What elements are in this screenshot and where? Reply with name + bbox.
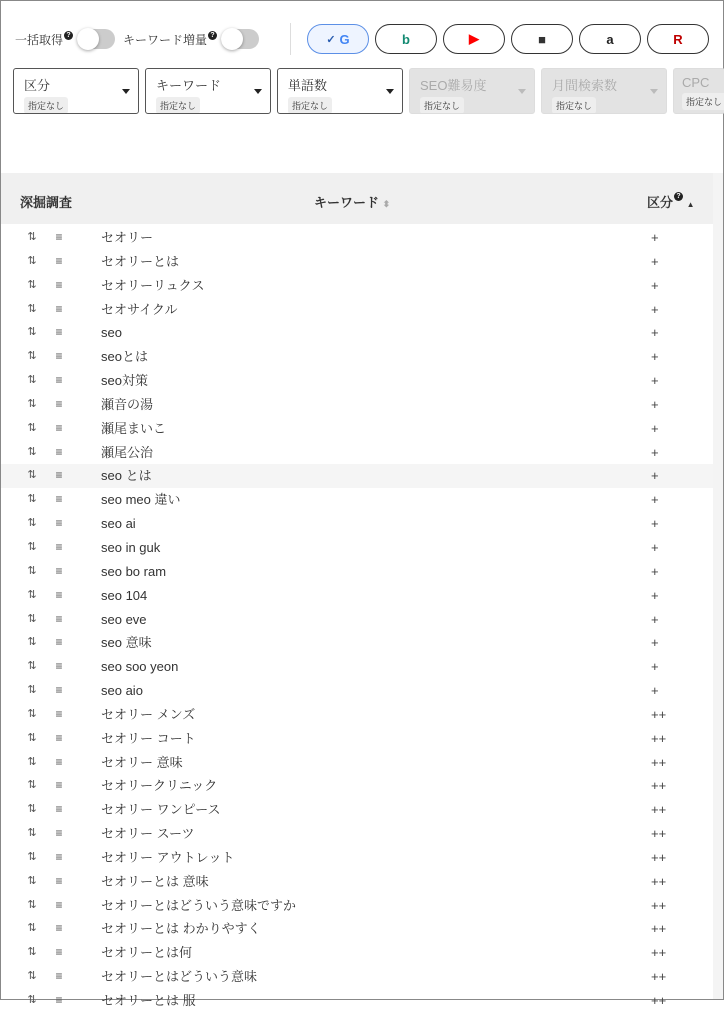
table-row — [1, 417, 713, 441]
menu-icon[interactable]: ≡ — [55, 444, 63, 459]
filter-title: 区分 — [24, 78, 51, 93]
category-cell: + — [651, 563, 659, 579]
menu-icon[interactable]: ≡ — [55, 420, 63, 435]
menu-icon[interactable]: ≡ — [55, 492, 63, 507]
bing-icon: b — [402, 31, 410, 47]
category-cell: + — [651, 659, 659, 675]
amazon-icon: a — [606, 31, 614, 47]
column-category[interactable]: 区分 ? ▲ — [647, 193, 695, 210]
filter-title: 月間検索数 — [552, 78, 618, 93]
category-cell: + — [651, 396, 659, 412]
dig-icon[interactable]: ⇅ — [27, 469, 37, 482]
category-cell: ++ — [651, 730, 667, 746]
keyword-cell: seo aio — [101, 683, 143, 699]
help-icon[interactable]: ? — [64, 31, 73, 40]
table-row — [1, 393, 713, 417]
keyword-cell: seo 意味 — [101, 635, 152, 651]
engine-selector — [307, 24, 719, 54]
keyword-cell: seo 104 — [101, 587, 148, 603]
category-cell: ++ — [651, 945, 667, 961]
dig-icon[interactable]: ⇅ — [27, 707, 37, 720]
category-cell: ++ — [651, 873, 667, 889]
keyword-cell: セオリー アウトレット — [101, 849, 235, 865]
dig-icon[interactable]: ⇅ — [27, 946, 37, 959]
table-row — [1, 679, 713, 703]
menu-icon[interactable]: ≡ — [55, 921, 63, 936]
table-row — [1, 345, 713, 369]
dig-icon[interactable]: ⇅ — [27, 302, 37, 315]
dig-icon[interactable]: ⇅ — [27, 397, 37, 410]
table-row — [1, 250, 713, 274]
category-cell: ++ — [651, 993, 667, 1008]
category-cell: ++ — [651, 778, 667, 794]
column-dig: 深掘調査 — [20, 195, 73, 210]
menu-icon[interactable]: ≡ — [55, 253, 63, 268]
keyword-table — [1, 226, 713, 1013]
category-cell: + — [651, 492, 659, 508]
menu-icon[interactable]: ≡ — [55, 539, 63, 554]
keyword-cell: seo — [101, 325, 122, 341]
filter-title: SEO難易度 — [420, 78, 487, 93]
filter-select[interactable] — [13, 68, 139, 114]
category-cell: + — [651, 349, 659, 365]
dig-icon[interactable]: ⇅ — [27, 850, 37, 863]
filter-value: 指定なし — [420, 97, 464, 114]
keyword-cell: セオサイクル — [101, 301, 178, 317]
category-cell: + — [651, 611, 659, 627]
menu-icon[interactable]: ≡ — [55, 635, 63, 650]
dropdown-arrow-icon — [254, 89, 262, 94]
table-row — [1, 655, 713, 679]
category-cell: + — [651, 253, 659, 269]
rakuten-icon: R — [673, 31, 683, 47]
dig-icon[interactable]: ⇅ — [27, 898, 37, 911]
filter-select[interactable] — [673, 68, 724, 114]
dig-icon[interactable]: ⇅ — [27, 493, 37, 506]
help-icon[interactable]: ? — [208, 31, 217, 40]
dig-icon[interactable]: ⇅ — [27, 731, 37, 744]
filter-select[interactable] — [145, 68, 271, 114]
keyword-cell: seo ai — [101, 516, 136, 532]
menu-icon[interactable]: ≡ — [55, 611, 63, 626]
keyword-cell: セオリーとは わかりやすく — [101, 921, 261, 937]
menu-icon[interactable]: ≡ — [55, 587, 63, 602]
keyword-cell: セオリーリュクス — [101, 277, 205, 293]
menu-icon[interactable]: ≡ — [55, 325, 63, 340]
keyword-cell: セオリー ワンピース — [101, 802, 221, 818]
keyword-cell: seo とは — [101, 468, 152, 484]
youtube-icon: ▶ — [469, 31, 479, 46]
keyword-cell: セオリーとは何 — [101, 945, 193, 961]
keyword-cell: seo meo 違い — [101, 492, 181, 508]
toolbar — [15, 23, 305, 55]
category-cell: + — [651, 230, 659, 245]
filter-title: 単語数 — [288, 78, 328, 93]
category-cell: + — [651, 277, 659, 293]
category-cell: ++ — [651, 921, 667, 937]
filter-value: 指定なし — [552, 97, 596, 114]
keyword-cell: セオリーとはどういう意味 — [101, 969, 258, 985]
table-header — [1, 173, 713, 224]
filter-value: 指定なし — [24, 97, 68, 114]
keyword-cell: セオリー メンズ — [101, 706, 196, 722]
menu-icon[interactable]: ≡ — [55, 754, 63, 769]
keyword-cell: セオリー コート — [101, 730, 196, 746]
dig-icon[interactable]: ⇅ — [27, 970, 37, 983]
table-row — [1, 274, 713, 298]
filter-select[interactable] — [541, 68, 667, 114]
keyword-cell: セオリーとは — [101, 253, 180, 269]
category-cell: + — [651, 587, 659, 603]
dig-icon[interactable]: ⇅ — [27, 588, 37, 601]
dig-icon[interactable]: ⇅ — [27, 350, 37, 363]
table-row — [1, 298, 713, 322]
table-row — [1, 846, 713, 870]
table-row — [1, 751, 713, 775]
filter-value: 指定なし — [682, 93, 724, 110]
keyword-cell: seo eve — [101, 611, 147, 627]
category-cell: ++ — [651, 706, 667, 722]
table-row — [1, 798, 713, 822]
engine-video-button[interactable] — [511, 24, 573, 54]
engine-rakuten-button[interactable] — [647, 24, 709, 54]
table-row — [1, 488, 713, 512]
category-cell: ++ — [651, 826, 667, 842]
dig-icon[interactable]: ⇅ — [27, 636, 37, 649]
scrollbar[interactable] — [713, 173, 723, 999]
dropdown-arrow-icon — [518, 89, 526, 94]
menu-icon[interactable]: ≡ — [55, 945, 63, 960]
engine-amazon-button[interactable] — [579, 24, 641, 54]
table-row — [1, 536, 713, 560]
filter-title: CPC — [682, 75, 710, 90]
divider — [290, 23, 291, 55]
keyword-cell: 瀬音の湯 — [101, 396, 154, 412]
menu-icon[interactable]: ≡ — [55, 396, 63, 411]
dig-icon[interactable]: ⇅ — [27, 445, 37, 458]
keyword-expand-toggle[interactable] — [221, 29, 259, 49]
dig-icon[interactable]: ⇅ — [27, 254, 37, 267]
menu-icon[interactable]: ≡ — [55, 683, 63, 698]
table-row — [1, 989, 713, 1013]
table-row — [1, 822, 713, 846]
google-icon: G — [339, 31, 350, 47]
menu-icon[interactable]: ≡ — [55, 826, 63, 841]
keyword-cell: セオリーとは 服 — [101, 993, 196, 1008]
menu-icon[interactable]: ≡ — [55, 730, 63, 745]
table-row — [1, 369, 713, 393]
table-row — [1, 441, 713, 465]
table-row — [1, 965, 713, 989]
menu-icon[interactable]: ≡ — [55, 849, 63, 864]
keyword-cell: seo in guk — [101, 539, 161, 555]
dig-icon[interactable]: ⇅ — [27, 779, 37, 792]
category-cell: ++ — [651, 897, 667, 913]
keyword-expand-label: キーワード増量 ? — [123, 31, 217, 48]
category-cell: + — [651, 539, 659, 555]
dig-icon[interactable]: ⇅ — [27, 874, 37, 887]
dropdown-arrow-icon — [122, 89, 130, 94]
table-row — [1, 727, 713, 751]
column-keyword[interactable]: キーワード ⬍ — [314, 195, 391, 210]
category-cell: ++ — [651, 849, 667, 865]
category-cell: + — [651, 683, 659, 699]
category-cell: + — [651, 301, 659, 317]
dig-icon[interactable]: ⇅ — [27, 803, 37, 816]
keyword-cell: セオリー 意味 — [101, 754, 183, 770]
category-cell: ++ — [651, 802, 667, 818]
menu-icon[interactable]: ≡ — [55, 993, 63, 1007]
video-icon: ■ — [538, 31, 546, 47]
table-row — [1, 584, 713, 608]
dig-icon[interactable]: ⇅ — [27, 827, 37, 840]
table-row — [1, 464, 713, 488]
keyword-cell: seoとは — [101, 349, 148, 365]
engine-youtube-button[interactable] — [443, 24, 505, 54]
category-cell: ++ — [651, 754, 667, 770]
dig-icon[interactable]: ⇅ — [27, 421, 37, 434]
keyword-cell: セオリークリニック — [101, 778, 218, 794]
category-cell: + — [651, 325, 659, 341]
menu-icon[interactable]: ≡ — [55, 349, 63, 364]
sort-icon[interactable]: ⬍ — [382, 199, 391, 209]
keyword-cell: セオリーとは 意味 — [101, 873, 209, 889]
keyword-cell: セオリー — [101, 230, 154, 245]
menu-icon[interactable]: ≡ — [55, 468, 63, 483]
keyword-cell: seo bo ram — [101, 563, 167, 579]
table-row — [1, 226, 713, 250]
table-row — [1, 917, 713, 941]
help-icon[interactable]: ? — [674, 192, 683, 201]
dig-icon[interactable]: ⇅ — [27, 660, 37, 673]
menu-icon[interactable]: ≡ — [55, 706, 63, 721]
category-cell: + — [651, 516, 659, 532]
engine-bing-button[interactable] — [375, 24, 437, 54]
table-row — [1, 703, 713, 727]
menu-icon[interactable]: ≡ — [55, 969, 63, 984]
filter-title: キーワード — [156, 78, 222, 93]
bulk-fetch-toggle[interactable] — [77, 29, 115, 49]
keyword-cell: セオリー スーツ — [101, 826, 195, 842]
keyword-cell: セオリーとはどういう意味ですか — [101, 897, 297, 913]
dig-icon[interactable]: ⇅ — [27, 540, 37, 553]
dig-icon[interactable]: ⇅ — [27, 517, 37, 530]
menu-icon[interactable]: ≡ — [55, 230, 63, 244]
menu-icon[interactable]: ≡ — [55, 563, 63, 578]
dropdown-arrow-icon — [650, 89, 658, 94]
dig-icon[interactable]: ⇅ — [27, 922, 37, 935]
table-row — [1, 941, 713, 965]
category-cell: + — [651, 468, 659, 484]
dig-icon[interactable]: ⇅ — [27, 326, 37, 339]
sort-asc-icon[interactable]: ▲ — [686, 200, 695, 209]
filter-select[interactable] — [409, 68, 535, 114]
dig-icon[interactable]: ⇅ — [27, 564, 37, 577]
category-cell: + — [651, 635, 659, 651]
category-cell: + — [651, 444, 659, 460]
dig-icon[interactable]: ⇅ — [27, 278, 37, 291]
keyword-cell: seo soo yeon — [101, 659, 179, 675]
filter-value: 指定なし — [156, 97, 200, 114]
dig-icon[interactable]: ⇅ — [27, 755, 37, 768]
dig-icon[interactable]: ⇅ — [27, 994, 37, 1006]
category-cell: ++ — [651, 969, 667, 985]
table-row — [1, 321, 713, 345]
table-row — [1, 512, 713, 536]
menu-icon[interactable]: ≡ — [55, 802, 63, 817]
dig-icon[interactable]: ⇅ — [27, 374, 37, 387]
table-row — [1, 894, 713, 918]
category-cell: + — [651, 420, 659, 436]
filter-select[interactable] — [277, 68, 403, 114]
engine-google-button[interactable] — [307, 24, 369, 54]
filter-value: 指定なし — [288, 97, 332, 114]
keyword-cell: 瀬尾まいこ — [101, 420, 167, 436]
table-row — [1, 560, 713, 584]
menu-icon[interactable]: ≡ — [55, 301, 63, 316]
table-row — [1, 870, 713, 894]
dropdown-arrow-icon — [386, 89, 394, 94]
table-row — [1, 631, 713, 655]
table-row — [1, 774, 713, 798]
keyword-cell: 瀬尾公治 — [101, 444, 154, 460]
bulk-fetch-label: 一括取得 ? — [15, 31, 73, 48]
menu-icon[interactable]: ≡ — [55, 277, 63, 292]
menu-icon[interactable]: ≡ — [55, 778, 63, 793]
menu-icon[interactable]: ≡ — [55, 373, 63, 388]
filter-bar — [13, 68, 721, 114]
keyword-cell: seo対策 — [101, 373, 148, 389]
menu-icon[interactable]: ≡ — [55, 516, 63, 531]
table-row — [1, 608, 713, 632]
dig-icon[interactable]: ⇅ — [27, 612, 37, 625]
menu-icon[interactable]: ≡ — [55, 659, 63, 674]
menu-icon[interactable]: ≡ — [55, 897, 63, 912]
dig-icon[interactable]: ⇅ — [27, 231, 37, 243]
check-icon: ✓ — [326, 33, 336, 46]
category-cell: + — [651, 373, 659, 389]
dig-icon[interactable]: ⇅ — [27, 684, 37, 697]
menu-icon[interactable]: ≡ — [55, 873, 63, 888]
